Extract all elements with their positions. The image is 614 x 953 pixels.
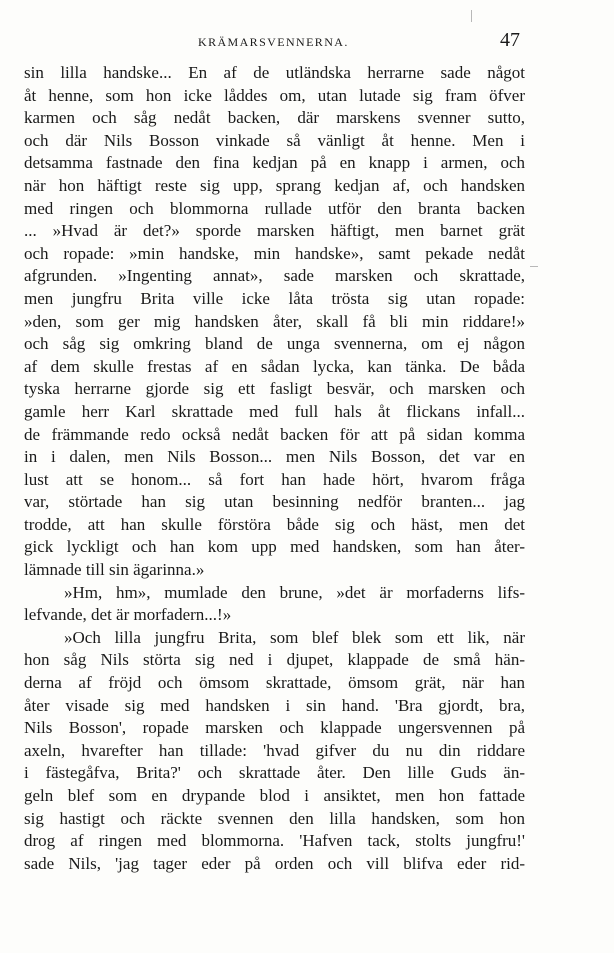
text-line: och såg sig omkring bland de unga svennerna, om ej någon	[24, 334, 525, 354]
text-line: sade Nils, 'jag tager eder på orden och vill blifva eder rid-	[24, 853, 525, 873]
text-line: lefvande, det är morfadern...!»	[24, 605, 232, 625]
text-line: trodde, att han skulle förstöra både sig och häst, men det	[24, 514, 525, 534]
text-line: derna af fröjd och ömsom skrattade, ömsom grät, när han	[24, 673, 525, 693]
body-text	[24, 62, 525, 875]
text-line: åter visade sig med handsken i sin hand. 'Bra gjordt, bra,	[24, 695, 525, 715]
text-line: de främmande redo också nedåt backen för att på sidan komma	[24, 424, 525, 444]
text-line: och ropade: »min handske, min handske», samt pekade nedåt	[24, 243, 525, 263]
text-line: »den, som ger mig handsken åter, skall få bli min riddare!»	[24, 311, 525, 331]
running-head	[0, 29, 614, 53]
text-line: gamle herr Karl skrattade med full hals åt flickans infall...	[24, 401, 525, 421]
text-line: in i dalen, men Nils Bosson... men Nils Bosson, det var en	[24, 447, 525, 467]
page-number: 47	[500, 29, 520, 51]
text-line: åt henne, som hon icke låddes om, utan lutade sig fram öfver	[24, 85, 525, 105]
text-line: hon såg Nils störta sig ned i djupet, klappade de små hän-	[24, 650, 525, 670]
text-line: sin lilla handske... En af de utländska herrarne sade något	[24, 63, 525, 82]
text-line: lämnade till sin ägarinna.»	[24, 560, 205, 580]
text-line: sig hastigt och räckte svennen den lilla handsken, som hon	[24, 808, 525, 828]
text-line: geln blef som en drypande blod i ansiktet, men hon fattade	[24, 786, 525, 805]
text-line: när hon häftigt reste sig upp, sprang kedjan af, och handsken	[24, 175, 525, 195]
text-line: men jungfru Brita ville icke låta trösta sig utan ropade:	[24, 288, 525, 308]
margin-dash-mark	[530, 266, 538, 267]
text-line: axeln, hvarefter han tillade: 'hvad gifver du nu din riddare	[24, 740, 525, 760]
text-line: drog af ringen med blommorna. 'Hafven tack, stolts jungfru!'	[24, 831, 525, 851]
text-line: och där Nils Bosson vinkade så vänligt åt henne. Men i	[24, 130, 525, 150]
text-line: med ringen och blommorna rullade utför den branta backen	[24, 198, 525, 218]
text-line: »Hm, hm», mumlade den brune, »det är morfaderns lifs-	[64, 582, 525, 602]
text-line: i fästegåfva, Brita?' och skrattade åter. Den lille Guds än-	[24, 763, 525, 783]
text-line: afgrunden. »Ingenting annat», sade marsken och skrattade,	[24, 266, 525, 286]
text-line: detsamma fastnade den fina kedjan på en knapp i armen, och	[24, 153, 525, 173]
margin-tick-mark	[471, 10, 472, 22]
running-title: KRÄMARSVENNERNA.	[198, 35, 349, 49]
text-line: af dem skulle frestas af en sådan lycka, kan tänka. De båda	[24, 356, 525, 376]
text-line: lust att se honom... så fort han hade hört, hvarom fråga	[24, 469, 525, 489]
text-line: karmen och såg nedåt backen, där marskens svenner sutto,	[24, 108, 525, 128]
text-line: var, störtade han sig utan besinning nedför branten... jag	[24, 492, 525, 512]
text-line: »Och lilla jungfru Brita, som blef blek som ett lik, när	[64, 627, 525, 647]
text-line: Nils Bosson', ropade marsken och klappade ungersvennen på	[24, 718, 525, 738]
text-line: gick lyckligt och han kom upp med handsken, som han åter-	[24, 537, 525, 557]
text-line: ... »Hvad är det?» sporde marsken häftigt, men barnet grät	[24, 221, 525, 241]
text-line: tyska herrarne gjorde sig ett fasligt besvär, och marsken och	[24, 379, 525, 399]
